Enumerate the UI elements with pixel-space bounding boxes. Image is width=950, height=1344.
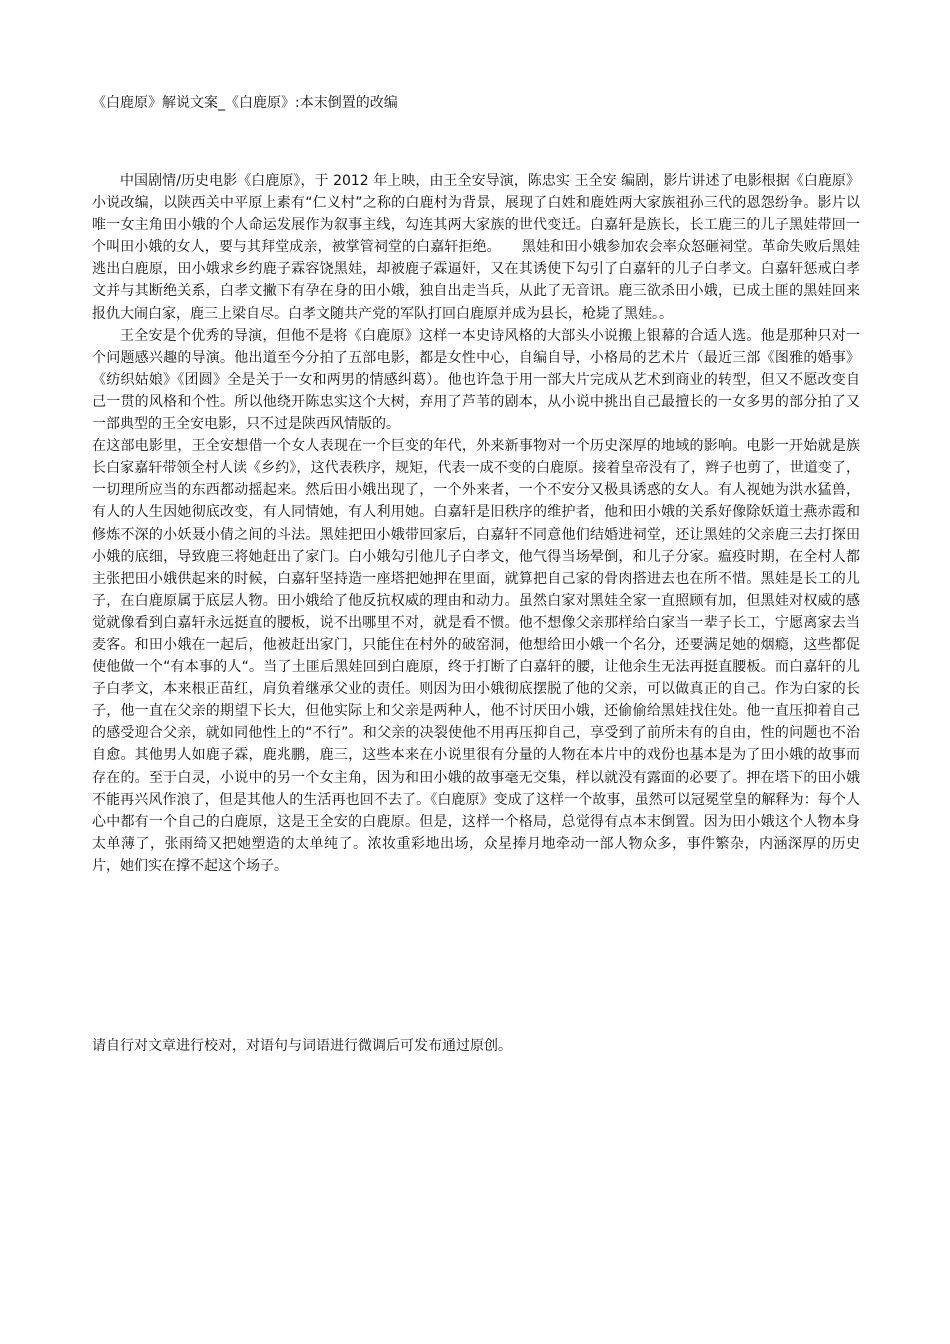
footer-note: 请自行对文章进行校对，对语句与词语进行微调后可发布通过原创。 [92,1038,512,1054]
document-title: 《白鹿原》解说文案_《白鹿原》:本末倒置的改编 [92,95,398,111]
paragraph-director-review: 王全安是个优秀的导演，但他不是将《白鹿原》这样一本史诗风格的大部头小说搬上银幕的合适人选。他是那种只对一个问题感兴趣的导演。他出道至今分拍了五部电影，都是女性中心，自编自导，小格局的艺术片（最近三部《图雅的婚事》《纺织姑娘》《团圆》全是关于一女和两男的情感纠葛）。他也许急于用一部大片完成从艺术到商业的转型，但又不愿改变自己一贯的风格和个性。所以他绕开陈忠实这个大树，弃用了芦苇的剧本，从小说中挑出自己最擅长的一女多男的部分拍了又一部典型的王全安电影，只不过是陕西风情版的。 [92,327,860,433]
paragraph-film-analysis: 在这部电影里，王全安想借一个女人表现在一个巨变的年代，外来新事物对一个历史深厚的地域的影响。电影一开始就是族长白家嘉轩带领全村人读《乡约》，这代表秩序，规矩，代表一成不变的白鹿原。接着皇帝没有了，辫子也剪了，世道变了，一切理所应当的东西都动摇起来。然后田小娥出现了，一个外来者，一个不安分又极具诱惑的女人。有人视她为洪水猛兽，有人的人生因她彻底改变，有人同情她，有人利用她。白嘉轩是旧秩序的维护者，他和田小娥的关系好像除妖道士燕赤霞和修炼不深的小妖聂小倩之间的斗法。黑娃把田小娥带回家后，白嘉轩不同意他们结婚进祠堂，还让黑娃的父亲鹿三去打探田小娥的底细，导致鹿三将她赶出了家门。白小娥勾引他儿子白孝文，他气得当场晕倒，和儿子分家。瘟疫时期，在全村人都主张把田小娥供起来的时候，白嘉轩坚持造一座塔把她押在里面，就算把自己家的骨肉搭进去也在所不惜。黑娃是长工的儿子，在白鹿原属于底层人物。田小娥给了他反抗权威的理由和动力。虽然白家对黑娃全家一直照顾有加，但黑娃对权威的感觉就像看到白嘉轩永远挺直的腰板，说不出哪里不对，就是看不惯。他不想像父亲那样给白家当一辈子长工，宁愿离家去当麦客。和田小娥在一起后，他被赶出家门，只能住在村外的破窑洞，他想给田小娥一个名分，还要满足她的烟瘾，这些都促使他做一个“有本事的人“。当了土匪后黑娃回到白鹿原，终于打断了白嘉轩的腰，让他余生无法再挺直腰板。而白嘉轩的儿子白孝文，本来根正苗红，肩负着继承父业的责任。则因为田小娥彻底摆脱了他的父亲，可以做真正的自己。作为白家的长子，他一直在父亲的期望下长大，但他实际上和父亲是两种人，他不讨厌田小娥，还偷偷给黑娃找住处。他一直压抑着自己的感受迎合父亲，就如同他性上的“不行”。和父亲的决裂使他不用再压抑自己，享受到了前所未有的自由，性的问题也不治自愈。其他男人如鹿子霖，鹿兆鹏，鹿三，这些本来在小说里很有分量的人物在本片中的戏份也基本是为了田小娥的故事而存在的。至于白灵，小说中的另一个女主角，因为和田小娥的故事毫无交集，样以就没有露面的必要了。押在塔下的田小娥不能再兴风作浪了，但是其他人的生活再也回不去了。《白鹿原》变成了这样一个故事，虽然可以冠冕堂皇的解释为：每个人心中都有一个自己的白鹿原，这是王全安的白鹿原。但是，这样一个格局，总觉得有点本末倒置。因为田小娥这个人物本身太单薄了，张雨绮又把她塑造的太单纯了。浓妆重彩地出场，众星捧月地牵动一部人物众多，事件繁杂，内涵深厚的历史片，她们实在撑不起这个场子。 [92,438,860,874]
document-body [92,170,860,877]
paragraph-synopsis: 中国剧情/历史电影《白鹿原》，于 2012 年上映，由王全安导演，陈忠实 王全安 编剧，影片讲述了电影根据《白鹿原》小说改编，以陕西关中平原上素有“仁义村”之称的白鹿村为背景，展现了白姓和鹿姓两大家族祖孙三代的恩怨纷争。影片以唯一女主角田小娥的个人命运发展作为叙事主线，勾连其两大家族的世代变迁。白嘉轩是族长，长工鹿三的儿子黑娃带回一个叫田小娥的女人，要与其拜堂成亲，被掌管祠堂的白嘉轩拒绝。 黑娃和田小娥参加农会率众怒砸祠堂。革命失败后黑娃逃出白鹿原，田小娥求乡约鹿子霖容饶黑娃，却被鹿子霖逼奸，又在其诱使下勾引了白嘉轩的儿子白孝文。白嘉轩惩戒白孝文并与其断绝关系，白孝文撇下有孕在身的田小娥，独自出走当兵，从此了无音讯。鹿三欲杀田小娥，已成土匪的黑娃回来报仇大闹白家，鹿三上梁自尽。白孝文随共产党的军队打回白鹿原并成为县长，枪毙了黑娃。。 [92,173,860,322]
